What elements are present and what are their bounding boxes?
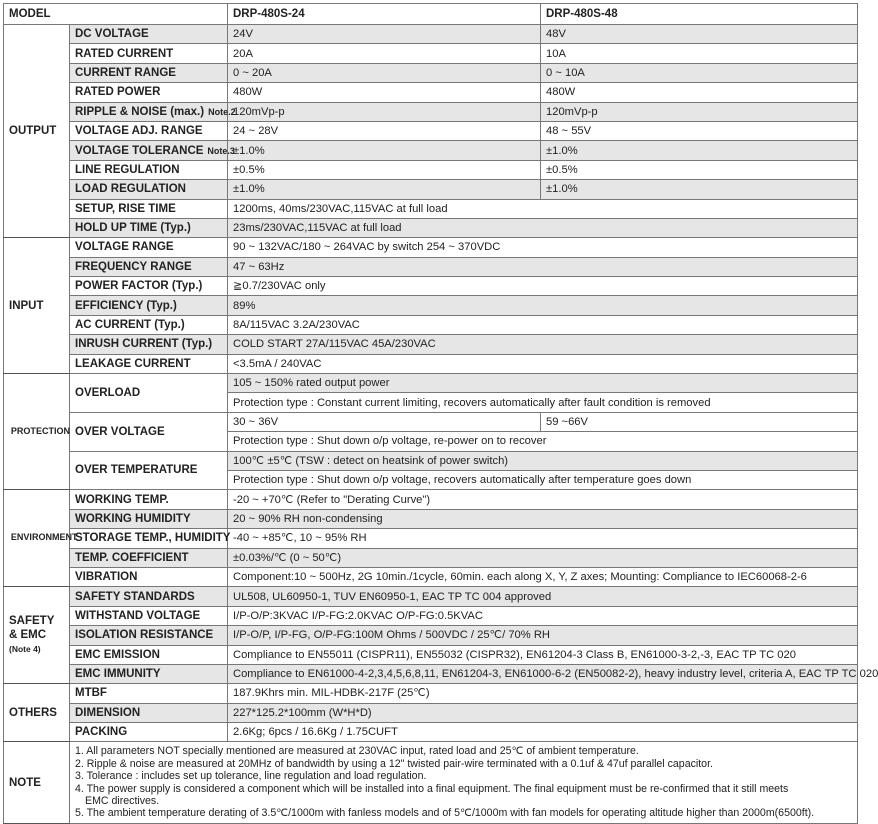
section-note: (Note 4) [9, 644, 41, 655]
spec-label-text: PACKING [75, 726, 128, 739]
spec-value: 0 ~ 10A [541, 63, 858, 82]
spec-value: ±1.0% [541, 141, 858, 160]
note-line: 5. The ambient temperature derating of 3.5℃/1000m with fanless models and of 5℃/1000m with fan models for operating altitude higher than 2000m(6500ft). [75, 807, 815, 820]
spec-label [70, 238, 228, 257]
spec-label [70, 296, 228, 315]
spec-value: ±0.03%/℃ (0 ~ 50℃) [228, 548, 858, 567]
spec-row [4, 664, 858, 683]
spec-label-text: LINE REGULATION [75, 163, 180, 176]
model-name: DRP-480S-48 [541, 4, 858, 25]
spec-label [70, 121, 228, 140]
spec-row [4, 626, 858, 645]
spec-value: I/P-O/P:3KVAC I/P-FG:2.0KVAC O/P-FG:0.5KVAC [228, 606, 858, 625]
spec-row [4, 277, 858, 296]
spec-value: ±0.5% [541, 160, 858, 179]
spec-label [70, 412, 228, 451]
spec-label-text: SETUP, RISE TIME [75, 202, 176, 215]
spec-label [70, 645, 228, 664]
section-name: PROTECTION [10, 425, 70, 437]
spec-value: 24 ~ 28V [228, 121, 541, 140]
spec-label [70, 160, 228, 179]
spec-label-text: HOLD UP TIME (Typ.) [75, 222, 191, 235]
spec-note-ref: Note.2 [208, 106, 236, 117]
spec-value: 20 ~ 90% RH non-condensing [228, 509, 858, 528]
spec-label-text: WITHSTAND VOLTAGE [75, 609, 201, 622]
spec-row [4, 645, 858, 664]
model-header-row [4, 4, 858, 25]
spec-row [4, 587, 858, 606]
spec-note-ref: Note.3 [207, 145, 235, 156]
spec-value: 48V [541, 25, 858, 44]
spec-value: ±1.0% [541, 180, 858, 199]
section-label [4, 684, 70, 742]
spec-value: Component:10 ~ 500Hz, 2G 10min./1cycle, 60min. each along X, Y, Z axes; Mounting: Compliance to IEC60068-2-6 [228, 567, 858, 586]
spec-label [70, 606, 228, 625]
spec-value: -40 ~ +85℃, 10 ~ 95% RH [228, 529, 858, 548]
note-content [70, 742, 858, 823]
spec-value: 30 ~ 36V [228, 412, 541, 431]
note-row [4, 742, 858, 823]
spec-row [4, 102, 858, 121]
spec-value: 10A [541, 44, 858, 63]
section-label [5, 374, 68, 490]
spec-row [4, 160, 858, 179]
spec-row [4, 374, 858, 393]
spec-label-text: OVER TEMPERATURE [75, 464, 198, 477]
section-name: SAFETY & EMC [9, 615, 55, 642]
section-label [4, 238, 70, 374]
spec-label-text: MTBF [75, 687, 107, 700]
spec-row [4, 44, 858, 63]
spec-value: 48 ~ 55V [541, 121, 858, 140]
spec-label [70, 44, 228, 63]
model-name: DRP-480S-24 [228, 4, 541, 25]
section-label [4, 587, 70, 684]
spec-label [70, 315, 228, 334]
section-name: ENVIRONMENT [10, 532, 78, 544]
section-name: OTHERS [9, 706, 57, 719]
spec-label [70, 587, 228, 606]
spec-value: ≧0.7/230VAC only [228, 277, 858, 296]
spec-value: 480W [541, 83, 858, 102]
spec-value: UL508, UL60950-1, TUV EN60950-1, EAC TP TC 004 approved [228, 587, 858, 606]
note-line: 2. Ripple & noise are measured at 20MHz of bandwidth by using a 12" twisted pair-wire terminated with a 0.1uf & 47uf parallel capacitor. [75, 757, 713, 770]
spec-value: I/P-O/P, I/P-FG, O/P-FG:100M Ohms / 500VDC / 25℃/ 70% RH [228, 626, 858, 645]
spec-value: COLD START 27A/115VAC 45A/230VAC [228, 335, 858, 354]
spec-value: <3.5mA / 240VAC [228, 354, 858, 373]
note-line: 1. All parameters NOT specially mentioned are measured at 230VAC input, rated load and 25℃ of ambient temperature. [75, 745, 639, 758]
spec-label-text: STORAGE TEMP., HUMIDITY [75, 532, 231, 545]
spec-row [4, 606, 858, 625]
spec-row [4, 218, 858, 237]
spec-label-text: DIMENSION [75, 706, 141, 719]
spec-label [70, 335, 228, 354]
spec-label-text: WORKING HUMIDITY [75, 512, 191, 525]
spec-row [4, 335, 858, 354]
section-name: INPUT [9, 299, 44, 312]
spec-label-text: RATED POWER [75, 86, 161, 99]
spec-value: Protection type : Shut down o/p voltage, re-power on to recover [228, 432, 858, 451]
spec-label-text: VOLTAGE RANGE [75, 241, 174, 254]
spec-label-text: EMC IMMUNITY [75, 668, 161, 681]
spec-label [70, 548, 228, 567]
spec-row [4, 83, 858, 102]
spec-label-text: VOLTAGE TOLERANCE [75, 144, 204, 157]
spec-label [70, 490, 228, 509]
spec-label [70, 141, 235, 160]
spec-label-text: EFFICIENCY (Typ.) [75, 299, 177, 312]
spec-label-text: VOLTAGE ADJ. RANGE [75, 125, 203, 138]
spec-value: 1200ms, 40ms/230VAC,115VAC at full load [228, 199, 858, 218]
spec-value: Protection type : Constant current limiting, recovers automatically after fault condition is removed [228, 393, 858, 412]
spec-label-text: FREQUENCY RANGE [75, 260, 192, 273]
spec-value: 90 ~ 132VAC/180 ~ 264VAC by switch 254 ~ 370VDC [228, 238, 858, 257]
spec-label [70, 723, 228, 742]
spec-label [70, 354, 228, 373]
note-line: 4. The power supply is considered a component which will be installed into a final equipment. The final equipment must be re-confirmed that it still meets [75, 782, 789, 795]
spec-table [3, 3, 878, 824]
spec-label [70, 277, 228, 296]
spec-label-text: LOAD REGULATION [75, 183, 186, 196]
spec-value: 8A/115VAC 3.2A/230VAC [228, 315, 858, 334]
spec-label-text: OVERLOAD [75, 386, 141, 399]
spec-value: 105 ~ 150% rated output power [228, 374, 858, 393]
spec-label-text: POWER FACTOR (Typ.) [75, 280, 203, 293]
spec-label [70, 218, 228, 237]
spec-value: 23ms/230VAC,115VAC at full load [228, 218, 858, 237]
spec-row [4, 703, 858, 722]
spec-row [4, 25, 858, 44]
spec-label-text: INRUSH CURRENT (Typ.) [75, 338, 213, 351]
spec-row [4, 121, 858, 140]
spec-row [4, 490, 858, 509]
spec-label [70, 83, 228, 102]
spec-label-text: WORKING TEMP. [75, 493, 169, 506]
spec-label-text: LEAKAGE CURRENT [75, 357, 191, 370]
spec-label [70, 180, 228, 199]
spec-label-text: RATED CURRENT [75, 47, 174, 60]
spec-label [70, 102, 236, 121]
spec-value: 47 ~ 63Hz [228, 257, 858, 276]
spec-row [4, 199, 858, 218]
spec-label-text: EMC EMISSION [75, 648, 160, 661]
spec-value: ±1.0% [228, 141, 541, 160]
spec-value: ±1.0% [228, 180, 541, 199]
spec-label-text: SAFETY STANDARDS [75, 590, 195, 603]
spec-row [4, 509, 858, 528]
spec-row [4, 141, 858, 160]
spec-row [4, 315, 858, 334]
spec-value: 187.9Khrs min. MIL-HDBK-217F (25℃) [228, 684, 858, 703]
spec-row [4, 238, 858, 257]
spec-value: Protection type : Shut down o/p voltage, recovers automatically after temperature goes down [228, 470, 858, 489]
spec-label [70, 509, 228, 528]
spec-row [4, 548, 858, 567]
spec-row [4, 257, 858, 276]
spec-value: -20 ~ +70℃ (Refer to "Derating Curve") [228, 490, 858, 509]
spec-value: 89% [228, 296, 858, 315]
spec-row [4, 451, 858, 470]
spec-value: Compliance to EN55011 (CISPR11), EN55032 (CISPR32), EN61204-3 Class B, EN61000-3-2,-3, EAC TP TC 020 [228, 645, 858, 664]
note-line: 3. Tolerance : includes set up tolerance, line regulation and load regulation. [75, 770, 427, 783]
spec-label-text: RIPPLE & NOISE (max.) [75, 105, 205, 118]
spec-label-text: AC CURRENT (Typ.) [75, 319, 185, 332]
spec-value: 59 ~66V [541, 412, 858, 431]
spec-label-text: OVER VOLTAGE [75, 425, 165, 438]
spec-label [70, 529, 231, 548]
spec-label-text: TEMP. COEFFICIENT [75, 551, 189, 564]
spec-label [70, 684, 228, 703]
spec-value: 2.6Kg; 6pcs / 16.6Kg / 1.75CUFT [228, 723, 858, 742]
note-label: NOTE [4, 742, 70, 823]
spec-value: Compliance to EN61000-4-2,3,4,5,6,8,11, EN61204-3, EN61000-6-2 (EN50082-2), heavy industry level, criteria A, EAC TP TC 020 [228, 664, 858, 683]
spec-label [70, 626, 228, 645]
spec-row [4, 412, 858, 431]
spec-label-text: CURRENT RANGE [75, 66, 176, 79]
spec-label [70, 664, 228, 683]
spec-value: 227*125.2*100mm (W*H*D) [228, 703, 858, 722]
spec-label-text: VIBRATION [75, 571, 138, 584]
spec-value: 24V [228, 25, 541, 44]
spec-label-text: ISOLATION RESISTANCE [75, 629, 214, 642]
spec-value: 120mVp-p [541, 102, 858, 121]
spec-row [4, 723, 858, 742]
spec-label [70, 567, 228, 586]
spec-row [4, 567, 858, 586]
spec-value: 480W [228, 83, 541, 102]
note-line: EMC directives. [85, 795, 160, 808]
spec-label [70, 257, 228, 276]
model-label: MODEL [4, 4, 228, 25]
spec-label [70, 63, 228, 82]
spec-row [4, 63, 858, 82]
spec-label [70, 451, 228, 490]
spec-row [4, 529, 858, 548]
spec-row [4, 684, 858, 703]
spec-value: 20A [228, 44, 541, 63]
spec-row [4, 180, 858, 199]
spec-row [4, 354, 858, 373]
spec-label [70, 199, 228, 218]
spec-label [70, 25, 228, 44]
section-name: OUTPUT [9, 125, 57, 138]
spec-label-text: DC VOLTAGE [75, 28, 149, 41]
spec-row [4, 296, 858, 315]
spec-value: 0 ~ 20A [228, 63, 541, 82]
spec-value: ±0.5% [228, 160, 541, 179]
section-label [5, 490, 78, 587]
spec-value: 100℃ ±5℃ (TSW : detect on heatsink of power switch) [228, 451, 858, 470]
spec-label [70, 703, 228, 722]
spec-label [70, 374, 228, 413]
section-label [4, 25, 70, 238]
spec-value: 120mVp-p [228, 102, 541, 121]
